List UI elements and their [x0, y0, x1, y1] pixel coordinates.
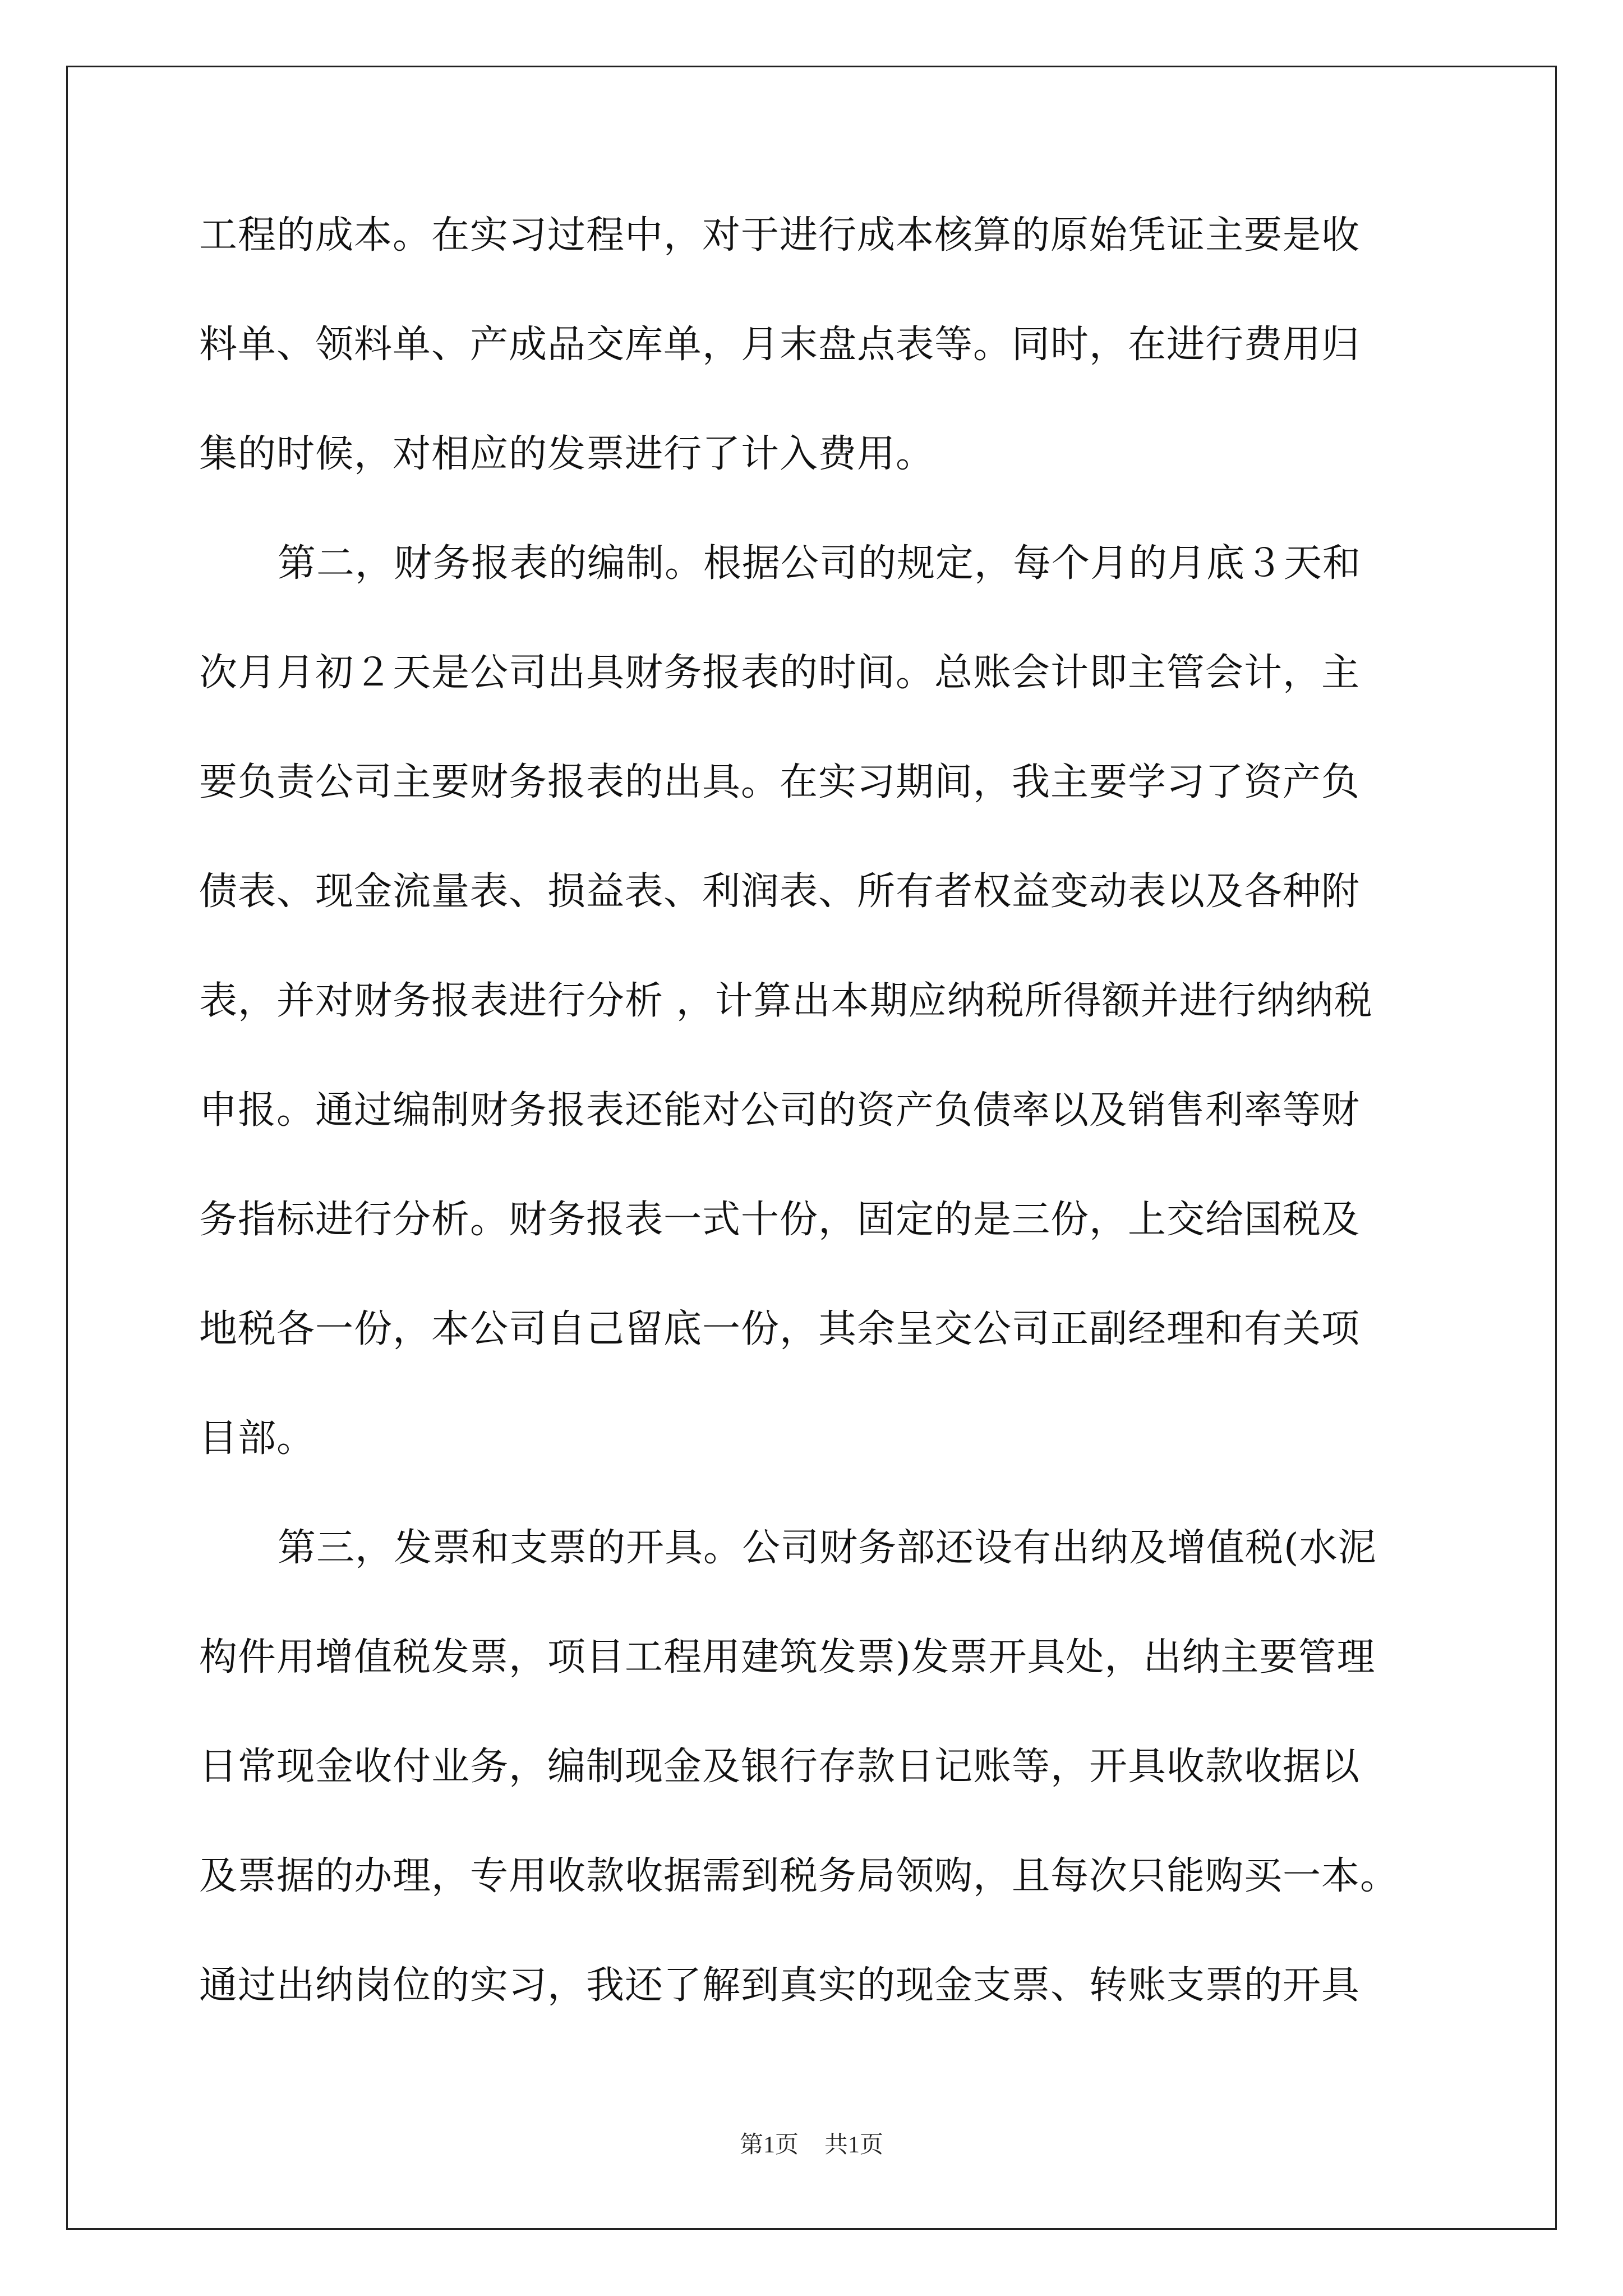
text-line: 务指标进行分析。财务报表一式十份，固定的是三份，上交给国税及 [199, 1198, 1361, 1242]
text-line: 目部。 [199, 1416, 316, 1461]
text-line: 表，并对财务报表进行分析 ，计算出本期应纳税所得额并进行纳纳税 [199, 979, 1373, 1023]
text-line: 集的时候，对相应的发票进行了计入费用。 [199, 432, 935, 476]
text-line: 及票据的办理，专用收款收据需到税务局领购，且每次只能购买一本。 [199, 1854, 1399, 1898]
text-line: 次月月初２天是公司出具财务报表的时间。总账会计即主管会计，主 [199, 651, 1361, 695]
text-line: 申报。通过编制财务报表还能对公司的资产负债率以及销售利率等财 [199, 1088, 1361, 1133]
page-footer [0, 2126, 1623, 2160]
page-number: 第1页 [739, 2132, 799, 2158]
text-line: 第二，财务报表的编制。根据公司的规定，每个月的月底３天和 [278, 541, 1362, 586]
text-line: 第三，发票和支票的开具。公司财务部还设有出纳及增值税(水泥 [278, 1526, 1377, 1570]
text-line: 要负责公司主要财务报表的出具。在实习期间，我主要学习了资产负 [199, 760, 1361, 804]
text-line: 日常现金收付业务，编制现金及银行存款日记账等，开具收款收据以 [199, 1745, 1361, 1789]
text-line: 构件用增值税发票，项目工程用建筑发票)发票开具处，出纳主要管理 [199, 1635, 1376, 1680]
text-line: 工程的成本。在实习过程中，对于进行成本核算的原始凭证主要是收 [199, 213, 1361, 257]
text-line: 通过出纳岗位的实习，我还了解到真实的现金支票、转账支票的开具 [199, 1963, 1361, 2008]
document-body [199, 199, 1424, 2059]
text-line: 地税各一份，本公司自己留底一份，其余呈交公司正副经理和有关项 [199, 1307, 1361, 1351]
page-total: 共1页 [824, 2132, 884, 2158]
text-line: 债表、现金流量表、损益表、利润表、所有者权益变动表以及各种附 [199, 869, 1361, 914]
text-line: 料单、领料单、产成品交库单，月末盘点表等。同时，在进行费用归 [199, 323, 1361, 367]
